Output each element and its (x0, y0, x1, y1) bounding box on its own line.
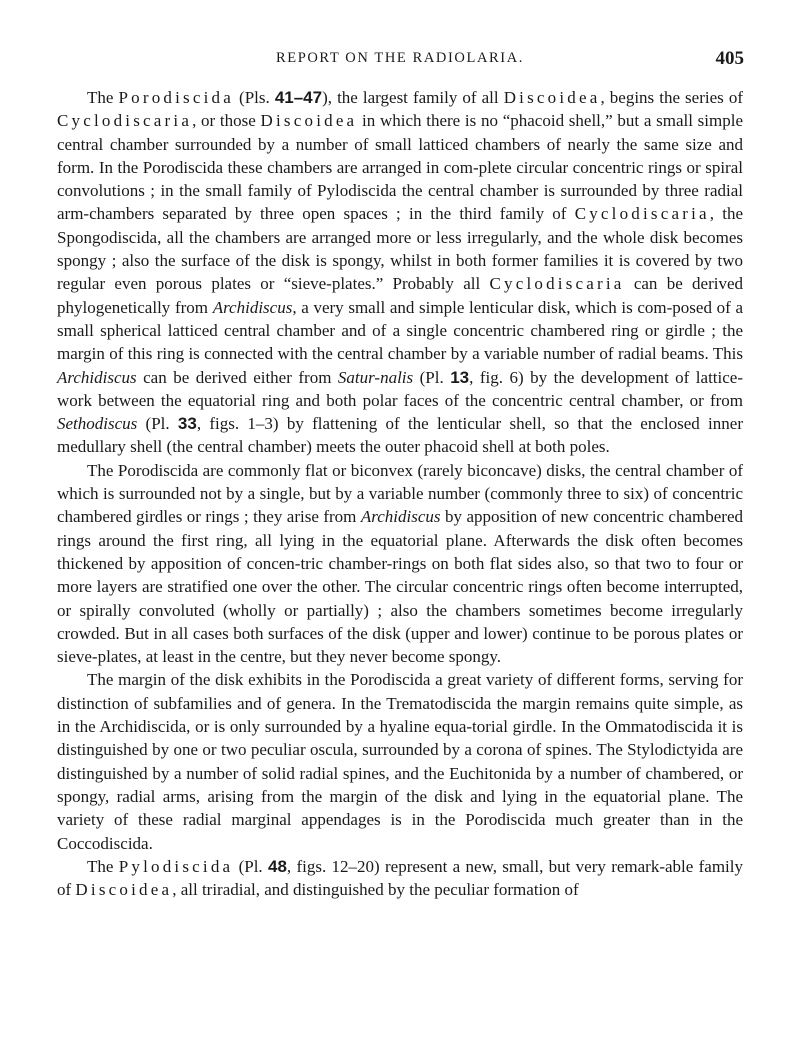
text-run: (Pls. (233, 88, 275, 107)
text-run: , figs. 12–20) represent a new, small, but very remark-able family of (57, 856, 743, 900)
genus-name: Archidiscus (212, 297, 293, 317)
text-run: ), the largest family of all (322, 88, 504, 107)
taxon-name: Porodiscida (118, 88, 234, 107)
text-run: (Pl. (413, 367, 451, 387)
text-run: , fig. 6) by the development of lattice-work between the equatorial ring and both polar faces of the concentric central chamber, or from (57, 367, 743, 410)
text-run: can be derived phylogenetically from (57, 274, 743, 317)
taxon-name: Cyclodiscaria (489, 274, 625, 294)
plate-reference: 48 (268, 856, 287, 876)
genus-name: Archidiscus (57, 367, 137, 387)
text-run: , the Spongodiscida, all the chambers are arranged more or less irregularly, and the whole disk becomes spongy ; also the surface of the disk is spongy, whilst in both former families it is covered by two regular even porous plates or “sieve-plates.” Probably all (57, 204, 743, 294)
plate-reference: 13 (450, 367, 470, 387)
page-number: 405 (715, 48, 744, 69)
paragraph-2 (57, 459, 743, 669)
genus-name: Archidiscus (360, 507, 441, 527)
paragraph-1 (57, 86, 743, 459)
plate-reference: 41–47 (274, 88, 323, 107)
genus-name: Sethodiscus (57, 414, 138, 434)
text-run: (Pl. (233, 856, 268, 876)
text-run: , all triradial, and distinguished by the peculiar formation of (172, 880, 579, 900)
paragraph-3 (57, 668, 743, 854)
page-header (0, 50, 800, 76)
running-title: REPORT ON THE RADIOLARIA. (275, 50, 525, 66)
text-run: by apposition of new concentric chambered rings around the first ring, all lying in the equatorial plane. Afterwards the disk often becomes thickened by apposition of concen-tric chamber-rings on both flat sides also, so that two to four or more layers are stratified one over the other. The circular concentric rings often become interrupted, or spirally convoluted (wholly or partially) ; also the chambers sometimes become irregularly crowded. But in all cases both surfaces of the disk (upper and lower) continue to be porous plates or sieve-plates, at least in the centre, but they never become spongy. (57, 507, 743, 667)
text-run: , figs. 1–3) by flattening of the lenticular shell, so that the enclosed inner medullary shell (the central chamber) meets the outer phacoid shell at both poles. (57, 414, 743, 457)
text-run: The Porodiscida are commonly flat or biconvex (rarely biconcave) disks, the central chamber of which is surrounded not by a single, but by a variable number (commonly three to six) of concentric chambered girdles or rings ; they arise from (57, 460, 743, 527)
text-run: The (87, 88, 119, 107)
taxon-name: Cyclodiscaria (574, 204, 710, 224)
genus-name: Satur-nalis (337, 367, 414, 387)
taxon-name: Pylodiscida (118, 856, 234, 876)
taxon-name: Discoidea (503, 88, 601, 107)
text-run: (Pl. (137, 414, 178, 434)
paragraph-4 (57, 855, 743, 902)
text-run: , a very small and simple lenticular disk, which is com-posed of a small spherical latticed central chamber and of a single concentric chambered ring or girdle ; the margin of this ring is connected with the central chamber by a variable number of radial beams. This (57, 297, 744, 364)
text-run: , or those (192, 111, 261, 131)
plate-reference: 33 (177, 414, 197, 434)
taxon-name: Discoidea (75, 880, 173, 900)
text-run: , begins the series of (600, 88, 743, 107)
taxon-name: Cyclodiscaria (57, 111, 193, 131)
text-run: in which there is no “phacoid shell,” but a small simple central chamber surrounded by a number of small latticed chambers of nearly the same size and form. In the Porodiscida these chambers are arranged in com-plete circular concentric rings or spiral convolutions ; in the small family of Pylodiscida the central chamber is surrounded by three radial arm-chambers separated by three open spaces ; in the third family of (57, 111, 743, 224)
body-text (57, 86, 743, 901)
text-run: The margin of the disk exhibits in the Porodiscida a great variety of different forms, serving for distinction of subfamilies and of genera. In the Trematodiscida the margin remains quite simple, as in the Archidiscida, or is only surrounded by a hyaline equa-torial girdle. In the Ommatodiscida it is distinguished by one or two peculiar oscula, surrounded by a corona of spines. The Stylodictyida are distinguished by a number of solid radial spines, and the Euchitonida by a number of chambered, or spongy, radial arms, arising from the margin of the disk and lying in the equatorial plane. The variety of these radial marginal appendages is in the Porodiscida much greater than in the Coccodiscida. (57, 670, 743, 853)
text-run: can be derived either from (136, 367, 338, 387)
taxon-name: Discoidea (260, 111, 358, 131)
text-run: The (87, 856, 119, 876)
